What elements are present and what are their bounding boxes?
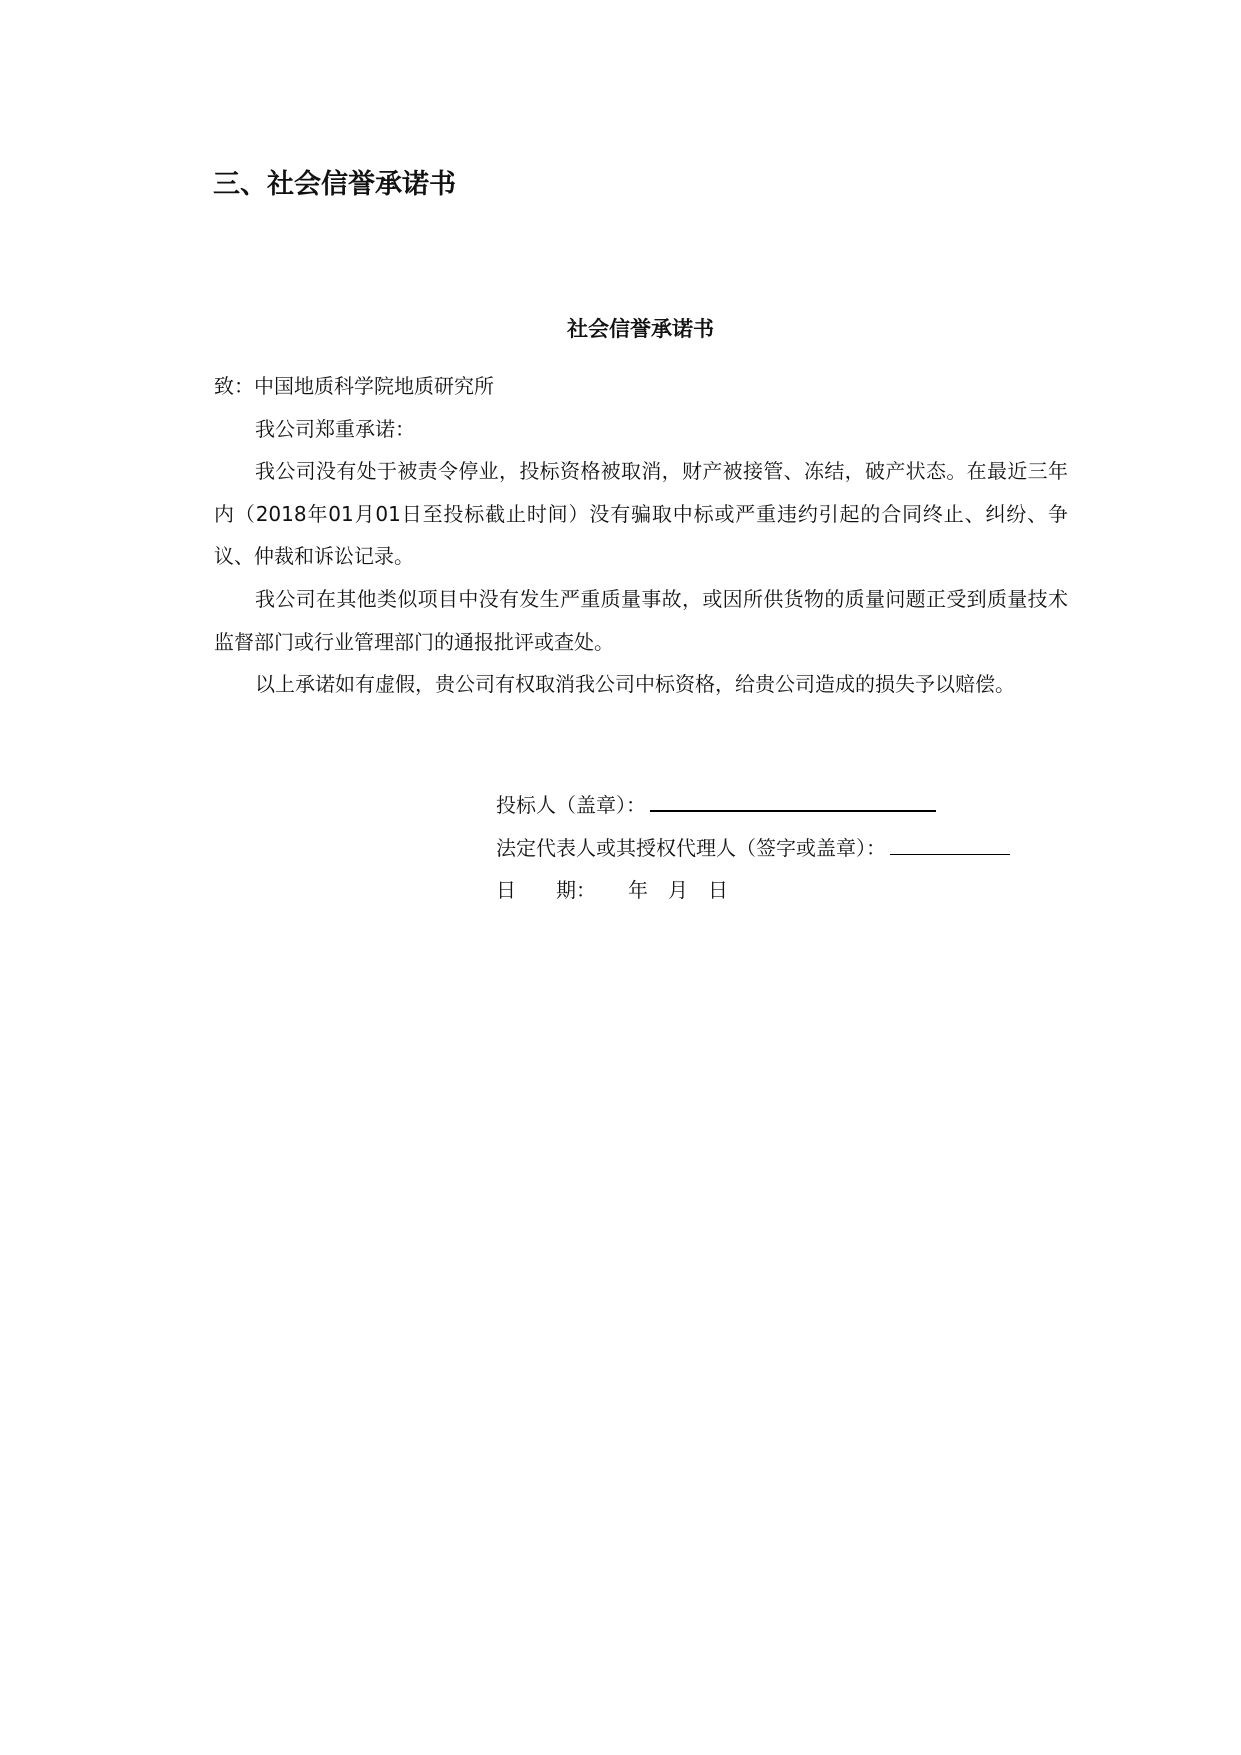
day-label: 日 (708, 878, 728, 903)
intro-line: 我公司郑重承诺： (255, 416, 415, 441)
representative-label: 法定代表人或其授权代理人（签字或盖章）： (496, 835, 886, 860)
recipient-line: 致：中国地质科学院地质研究所 (214, 374, 494, 398)
document-title: 社会信誉承诺书 (567, 317, 714, 341)
signature-block (496, 784, 1010, 912)
bidder-row (496, 784, 1010, 827)
year-label: 年 (628, 878, 648, 903)
representative-row (496, 827, 1010, 870)
representative-signature-line[interactable] (890, 838, 1010, 855)
date-label: 日 期： (496, 878, 596, 903)
section-heading: 三、社会信誉承诺书 (213, 169, 456, 200)
paragraph: 以上承诺如有虚假，贵公司有权取消我公司中标资格，给贵公司造成的损失予以赔偿。 (255, 672, 1015, 697)
date-row (496, 869, 1010, 912)
month-label: 月 (668, 878, 688, 903)
bidder-signature-line[interactable] (650, 794, 936, 812)
letter-body (214, 365, 1068, 706)
paragraph: 我公司在其他类似项目中没有发生严重质量事故，或因所供货物的质量问题正受到质量技术监督部门或行业管理部门的通报批评或查处。 (214, 586, 1068, 654)
bidder-label: 投标人（盖章）： (496, 793, 646, 817)
paragraph: 我公司没有处于被责令停业，投标资格被取消，财产被接管、冻结，破产状态。在最近三年内（2018年01月01日至投标截止时间）没有骗取中标或严重违约引起的合同终止、纠纷、争议、仲裁和诉讼记录。 (214, 459, 1068, 569)
